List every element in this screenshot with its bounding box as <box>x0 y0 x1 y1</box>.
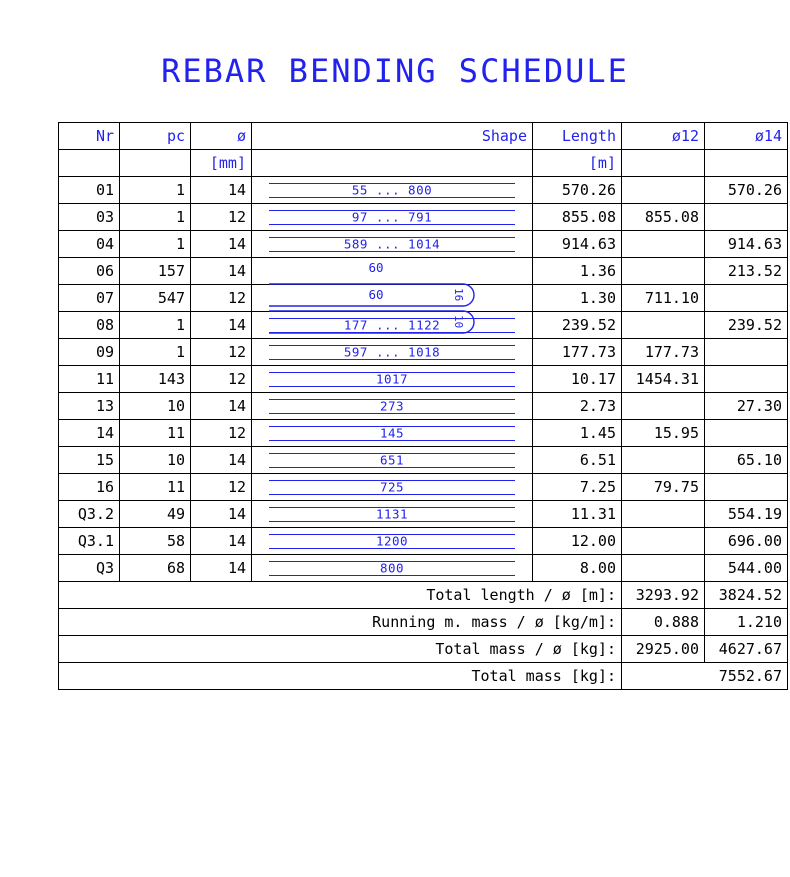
row-shape <box>252 339 533 366</box>
row-dia14: 554.19 <box>705 501 788 528</box>
row-nr: 08 <box>59 312 120 339</box>
row-dia: 12 <box>191 366 252 393</box>
row-shape <box>252 177 533 204</box>
row-nr: 15 <box>59 447 120 474</box>
row-dia14: 27.30 <box>705 393 788 420</box>
row-dia: 14 <box>191 231 252 258</box>
row-nr: 09 <box>59 339 120 366</box>
row-dia: 12 <box>191 420 252 447</box>
row-dia14 <box>705 474 788 501</box>
row-dia12: 1454.31 <box>622 366 705 393</box>
total-mass-value: 7552.67 <box>622 663 788 690</box>
table-row <box>59 258 788 285</box>
row-nr: 11 <box>59 366 120 393</box>
straight-bar-diagram <box>257 501 527 527</box>
bar-bottom-line <box>269 359 515 360</box>
row-dia14 <box>705 285 788 312</box>
row-nr: 16 <box>59 474 120 501</box>
row-length: 11.31 <box>533 501 622 528</box>
row-dia: 14 <box>191 312 252 339</box>
column-header-nr: Nr <box>59 123 120 150</box>
row-pc: 1 <box>120 339 191 366</box>
bar-bottom-line <box>269 413 515 414</box>
bar-dimension-label: 60 <box>368 260 384 275</box>
straight-bar-diagram <box>257 204 527 230</box>
units-dia12-cell <box>622 150 705 177</box>
row-pc: 58 <box>120 528 191 555</box>
row-pc: 68 <box>120 555 191 582</box>
bar-leg-label: 16 <box>452 288 465 302</box>
bar-bottom-line <box>269 494 515 495</box>
row-dia12: 177.73 <box>622 339 705 366</box>
bar-bottom-line <box>269 521 515 522</box>
row-dia: 14 <box>191 177 252 204</box>
summary-row-total-mass <box>59 663 788 690</box>
table-row <box>59 339 788 366</box>
row-nr: 06 <box>59 258 120 285</box>
row-pc: 11 <box>120 420 191 447</box>
table-header-row <box>59 123 788 150</box>
table-row <box>59 528 788 555</box>
table-row <box>59 447 788 474</box>
row-shape <box>252 501 533 528</box>
row-dia12 <box>622 528 705 555</box>
units-dia-cell: [mm] <box>191 150 252 177</box>
row-length: 239.52 <box>533 312 622 339</box>
row-dia12 <box>622 393 705 420</box>
row-dia14: 570.26 <box>705 177 788 204</box>
summary-dia12-value: 2925.00 <box>622 636 705 663</box>
table-row <box>59 312 788 339</box>
row-dia: 12 <box>191 339 252 366</box>
row-dia12 <box>622 447 705 474</box>
column-header-dia: ø <box>191 123 252 150</box>
row-dia12 <box>622 258 705 285</box>
summary-dia14-value: 3824.52 <box>705 582 788 609</box>
summary-label: Total mass / ø [kg]: <box>59 636 622 663</box>
rebar-bending-schedule-table <box>58 122 788 690</box>
table-row <box>59 555 788 582</box>
row-length: 177.73 <box>533 339 622 366</box>
bar-bottom-line <box>269 386 515 387</box>
row-shape <box>252 393 533 420</box>
units-shape-cell <box>252 150 533 177</box>
bar-dimension-label: 55 ... 800 <box>351 182 433 198</box>
summary-dia12-value: 3293.92 <box>622 582 705 609</box>
table-row <box>59 501 788 528</box>
row-length: 1.36 <box>533 258 622 285</box>
row-dia12: 711.10 <box>622 285 705 312</box>
row-length: 855.08 <box>533 204 622 231</box>
row-length: 1.45 <box>533 420 622 447</box>
row-shape <box>252 555 533 582</box>
row-length: 2.73 <box>533 393 622 420</box>
bar-leg-label: 10 <box>452 315 465 329</box>
row-shape <box>252 474 533 501</box>
table-units-row <box>59 150 788 177</box>
table-row <box>59 366 788 393</box>
bar-dimension-label: 597 ... 1018 <box>343 344 441 360</box>
straight-bar-diagram <box>257 312 527 338</box>
units-length-cell: [m] <box>533 150 622 177</box>
straight-bar-diagram <box>257 393 527 419</box>
row-pc: 157 <box>120 258 191 285</box>
bar-bottom-line <box>269 440 515 441</box>
row-shape <box>252 447 533 474</box>
row-dia: 14 <box>191 555 252 582</box>
row-shape <box>252 366 533 393</box>
straight-bar-diagram <box>257 555 527 581</box>
bar-bottom-line <box>269 548 515 549</box>
bar-bottom-line <box>269 332 515 333</box>
row-nr: Q3.2 <box>59 501 120 528</box>
row-dia: 14 <box>191 258 252 285</box>
row-dia12: 79.75 <box>622 474 705 501</box>
hook-bar-diagram <box>257 258 527 302</box>
bar-dimension-label: 145 <box>379 425 405 441</box>
row-length: 7.25 <box>533 474 622 501</box>
row-nr: Q3 <box>59 555 120 582</box>
summary-row-running-mass <box>59 609 788 636</box>
summary-row-total-length <box>59 582 788 609</box>
bar-dimension-label: 60 <box>368 287 384 302</box>
table-row <box>59 420 788 447</box>
summary-dia14-value: 4627.67 <box>705 636 788 663</box>
bar-dimension-label: 589 ... 1014 <box>343 236 441 252</box>
row-length: 12.00 <box>533 528 622 555</box>
row-dia14 <box>705 339 788 366</box>
straight-bar-diagram <box>257 528 527 554</box>
straight-bar-diagram <box>257 339 527 365</box>
row-dia14: 914.63 <box>705 231 788 258</box>
table-row <box>59 177 788 204</box>
row-nr: 07 <box>59 285 120 312</box>
row-dia14 <box>705 420 788 447</box>
row-shape <box>252 231 533 258</box>
units-nr-cell <box>59 150 120 177</box>
column-header-dia14: ø14 <box>705 123 788 150</box>
summary-label: Running m. mass / ø [kg/m]: <box>59 609 622 636</box>
row-dia12: 855.08 <box>622 204 705 231</box>
row-shape <box>252 528 533 555</box>
bar-dimension-label: 1200 <box>375 533 409 549</box>
row-dia14 <box>705 366 788 393</box>
row-pc: 10 <box>120 447 191 474</box>
bar-dimension-label: 177 ... 1122 <box>343 317 441 333</box>
row-length: 6.51 <box>533 447 622 474</box>
row-nr: 01 <box>59 177 120 204</box>
row-pc: 547 <box>120 285 191 312</box>
row-shape <box>252 420 533 447</box>
row-pc: 143 <box>120 366 191 393</box>
row-dia: 12 <box>191 474 252 501</box>
row-dia: 12 <box>191 285 252 312</box>
row-length: 10.17 <box>533 366 622 393</box>
row-length: 914.63 <box>533 231 622 258</box>
bar-dimension-label: 725 <box>379 479 405 495</box>
page-title: REBAR BENDING SCHEDULE <box>161 52 629 90</box>
bar-bottom-line <box>269 224 515 225</box>
column-header-length: Length <box>533 123 622 150</box>
row-shape <box>252 258 533 302</box>
row-length: 1.30 <box>533 285 622 312</box>
column-header-dia12: ø12 <box>622 123 705 150</box>
row-dia12 <box>622 555 705 582</box>
row-pc: 1 <box>120 177 191 204</box>
table-body <box>59 123 788 690</box>
bar-bottom-line <box>269 575 515 576</box>
summary-row-total-mass-per-dia <box>59 636 788 663</box>
straight-bar-diagram <box>257 447 527 473</box>
bar-dimension-label: 97 ... 791 <box>351 209 433 225</box>
row-length: 570.26 <box>533 177 622 204</box>
row-pc: 1 <box>120 312 191 339</box>
straight-bar-diagram <box>257 366 527 392</box>
straight-bar-diagram <box>257 420 527 446</box>
column-header-pc: pc <box>120 123 191 150</box>
row-dia: 12 <box>191 204 252 231</box>
row-dia: 14 <box>191 447 252 474</box>
row-dia14: 213.52 <box>705 258 788 285</box>
table-row <box>59 474 788 501</box>
units-pc-cell <box>120 150 191 177</box>
table-row <box>59 285 788 312</box>
row-nr: 13 <box>59 393 120 420</box>
summary-dia12-value: 0.888 <box>622 609 705 636</box>
row-nr: Q3.1 <box>59 528 120 555</box>
row-shape <box>252 312 533 339</box>
row-dia14: 65.10 <box>705 447 788 474</box>
table-row <box>59 231 788 258</box>
units-dia14-cell <box>705 150 788 177</box>
row-dia12: 15.95 <box>622 420 705 447</box>
table-row <box>59 393 788 420</box>
row-nr: 04 <box>59 231 120 258</box>
row-dia12 <box>622 177 705 204</box>
row-dia: 14 <box>191 393 252 420</box>
bar-dimension-label: 1131 <box>375 506 409 522</box>
bar-dimension-label: 1017 <box>375 371 409 387</box>
bar-bottom-line <box>269 467 515 468</box>
bar-dimension-label: 273 <box>379 398 405 414</box>
bar-bottom-line <box>269 251 515 252</box>
table-row <box>59 204 788 231</box>
row-pc: 11 <box>120 474 191 501</box>
summary-label: Total length / ø [m]: <box>59 582 622 609</box>
row-dia14: 544.00 <box>705 555 788 582</box>
row-dia12 <box>622 312 705 339</box>
straight-bar-diagram <box>257 177 527 203</box>
row-dia14: 696.00 <box>705 528 788 555</box>
row-nr: 03 <box>59 204 120 231</box>
row-pc: 10 <box>120 393 191 420</box>
row-shape <box>252 204 533 231</box>
row-dia12 <box>622 231 705 258</box>
row-pc: 1 <box>120 204 191 231</box>
straight-bar-diagram <box>257 231 527 257</box>
row-dia: 14 <box>191 528 252 555</box>
row-dia12 <box>622 501 705 528</box>
straight-bar-diagram <box>257 474 527 500</box>
row-dia: 14 <box>191 501 252 528</box>
row-nr: 14 <box>59 420 120 447</box>
bar-dimension-label: 651 <box>379 452 405 468</box>
total-mass-label: Total mass [kg]: <box>59 663 622 690</box>
bar-dimension-label: 800 <box>379 560 405 576</box>
row-dia14: 239.52 <box>705 312 788 339</box>
row-pc: 1 <box>120 231 191 258</box>
row-dia14 <box>705 204 788 231</box>
summary-dia14-value: 1.210 <box>705 609 788 636</box>
row-pc: 49 <box>120 501 191 528</box>
bar-bottom-line <box>269 197 515 198</box>
column-header-shape: Shape <box>252 123 533 150</box>
row-length: 8.00 <box>533 555 622 582</box>
